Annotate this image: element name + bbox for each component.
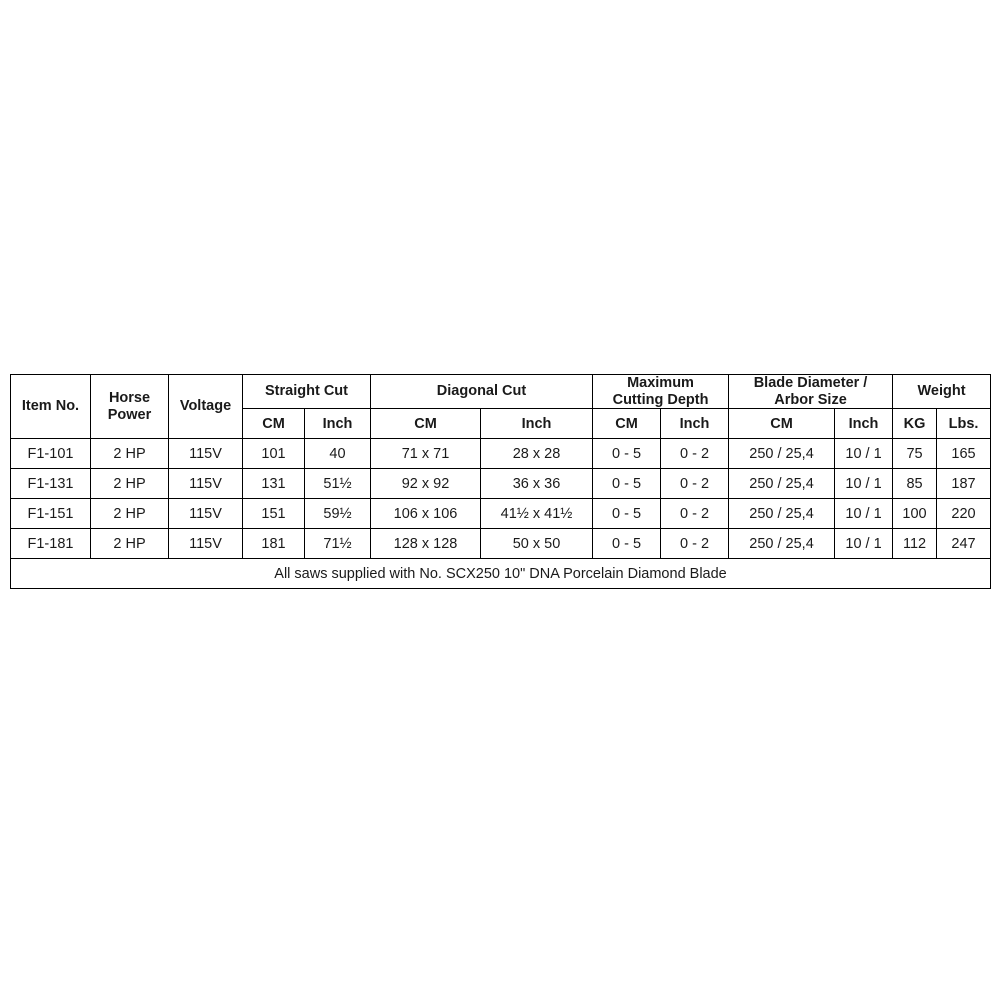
column-header-diagonal-cut-inch: Inch (481, 409, 593, 439)
cell-item-no: F1-151 (11, 499, 91, 529)
cell-blade-cm: 250 / 25,4 (729, 499, 835, 529)
cell-horse-power: 2 HP (91, 529, 169, 559)
cell-depth-cm: 0 - 5 (593, 439, 661, 469)
column-header-blade-diameter-arbor-size (729, 375, 893, 409)
cell-weight-kg: 100 (893, 499, 937, 529)
column-header-straight-cut-inch: Inch (305, 409, 371, 439)
horse-power-line-2: Power (107, 406, 152, 423)
column-header-depth-cm: CM (593, 409, 661, 439)
column-header-diagonal-cut-cm: CM (371, 409, 481, 439)
cell-straight-inch: 59½ (305, 499, 371, 529)
cell-blade-cm: 250 / 25,4 (729, 439, 835, 469)
cell-depth-cm: 0 - 5 (593, 469, 661, 499)
cell-voltage: 115V (169, 499, 243, 529)
cell-weight-lbs: 220 (937, 499, 991, 529)
maximum-cutting-depth-line-2: Cutting Depth (612, 391, 709, 408)
table-row (11, 499, 991, 529)
cell-straight-cm: 181 (243, 529, 305, 559)
cell-weight-kg: 85 (893, 469, 937, 499)
column-header-straight-cut: Straight Cut (243, 375, 371, 409)
column-header-horse-power (91, 375, 169, 439)
cell-depth-inch: 0 - 2 (661, 529, 729, 559)
cell-weight-kg: 75 (893, 439, 937, 469)
cell-weight-kg: 112 (893, 529, 937, 559)
cell-blade-inch: 10 / 1 (835, 529, 893, 559)
table-row (11, 529, 991, 559)
cell-horse-power: 2 HP (91, 499, 169, 529)
column-header-depth-inch: Inch (661, 409, 729, 439)
cell-blade-cm: 250 / 25,4 (729, 469, 835, 499)
specification-table (10, 374, 991, 589)
cell-weight-lbs: 247 (937, 529, 991, 559)
specification-table-container (10, 374, 990, 589)
cell-diagonal-inch: 50 x 50 (481, 529, 593, 559)
cell-depth-cm: 0 - 5 (593, 529, 661, 559)
table-footnote-row (11, 559, 991, 589)
blade-diameter-line-1: Blade Diameter / (753, 375, 868, 391)
cell-straight-inch: 40 (305, 439, 371, 469)
column-header-weight-lbs: Lbs. (937, 409, 991, 439)
cell-straight-inch: 51½ (305, 469, 371, 499)
column-header-blade-cm: CM (729, 409, 835, 439)
cell-blade-inch: 10 / 1 (835, 469, 893, 499)
cell-depth-inch: 0 - 2 (661, 469, 729, 499)
column-header-voltage: Voltage (169, 375, 243, 439)
column-header-diagonal-cut: Diagonal Cut (371, 375, 593, 409)
cell-blade-inch: 10 / 1 (835, 499, 893, 529)
cell-depth-cm: 0 - 5 (593, 499, 661, 529)
cell-voltage: 115V (169, 529, 243, 559)
column-header-weight: Weight (893, 375, 991, 409)
cell-straight-inch: 71½ (305, 529, 371, 559)
column-header-straight-cut-cm: CM (243, 409, 305, 439)
cell-horse-power: 2 HP (91, 469, 169, 499)
column-header-item-no: Item No. (11, 375, 91, 439)
cell-depth-inch: 0 - 2 (661, 499, 729, 529)
cell-depth-inch: 0 - 2 (661, 439, 729, 469)
cell-item-no: F1-131 (11, 469, 91, 499)
horse-power-line-1: Horse (108, 390, 151, 406)
footnote-text: All saws supplied with No. SCX250 10" DNA Porcelain Diamond Blade (11, 559, 991, 589)
cell-diagonal-inch: 41½ x 41½ (481, 499, 593, 529)
table-header (11, 375, 991, 439)
table-header-row-groups (11, 375, 991, 409)
cell-weight-lbs: 187 (937, 469, 991, 499)
cell-diagonal-cm: 71 x 71 (371, 439, 481, 469)
cell-straight-cm: 151 (243, 499, 305, 529)
cell-straight-cm: 131 (243, 469, 305, 499)
cell-horse-power: 2 HP (91, 439, 169, 469)
cell-diagonal-cm: 92 x 92 (371, 469, 481, 499)
column-header-maximum-cutting-depth (593, 375, 729, 409)
table-row (11, 469, 991, 499)
cell-item-no: F1-181 (11, 529, 91, 559)
cell-voltage: 115V (169, 469, 243, 499)
cell-diagonal-inch: 28 x 28 (481, 439, 593, 469)
column-header-blade-inch: Inch (835, 409, 893, 439)
cell-item-no: F1-101 (11, 439, 91, 469)
cell-blade-inch: 10 / 1 (835, 439, 893, 469)
table-row (11, 439, 991, 469)
cell-diagonal-cm: 106 x 106 (371, 499, 481, 529)
cell-diagonal-cm: 128 x 128 (371, 529, 481, 559)
table-body (11, 439, 991, 589)
maximum-cutting-depth-line-1: Maximum (627, 375, 694, 391)
blade-diameter-line-2: Arbor Size (774, 391, 847, 408)
cell-blade-cm: 250 / 25,4 (729, 529, 835, 559)
cell-straight-cm: 101 (243, 439, 305, 469)
column-header-weight-kg: KG (893, 409, 937, 439)
cell-diagonal-inch: 36 x 36 (481, 469, 593, 499)
cell-weight-lbs: 165 (937, 439, 991, 469)
cell-voltage: 115V (169, 439, 243, 469)
